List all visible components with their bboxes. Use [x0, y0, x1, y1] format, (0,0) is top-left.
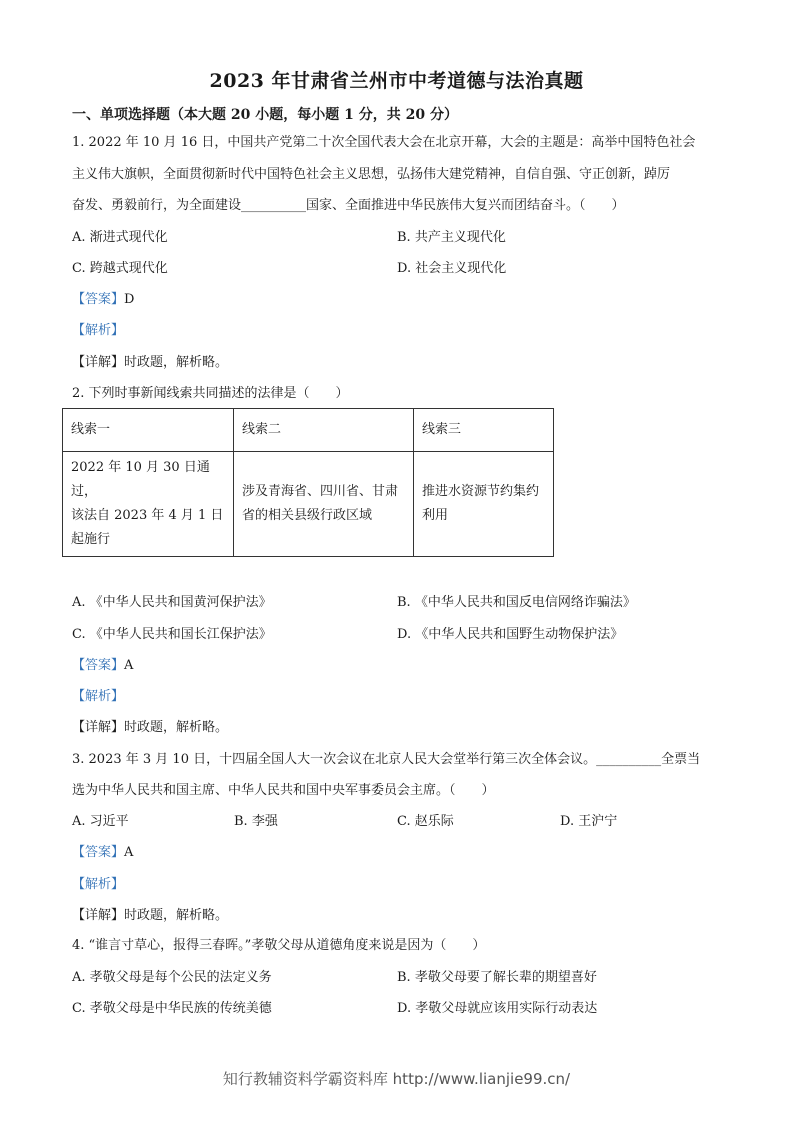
q2-option-a: A. 《中华人民共和国黄河保护法》 [72, 595, 272, 610]
cell-line: 利用 [422, 508, 449, 523]
cell-line: 涉及青海省、四川省、甘肃 [242, 484, 399, 499]
cell-line: 该法自 2023 年 4 月 1 日 [71, 508, 224, 523]
answer-value: A [124, 658, 134, 673]
cell-line: 推进水资源节约集约 [422, 484, 540, 499]
q3-detail [72, 907, 228, 925]
table-header-cell: 线索三 [414, 409, 554, 452]
q4-option-a: A. 孝敬父母是每个公民的法定义务 [72, 970, 272, 985]
q3-option-d: D. 王沪宁 [560, 814, 618, 829]
q3-stem-line1: 3. 2023 年 3 月 10 日，十四届全国人大一次会议在北京人民大会堂举行第三次全体会议。__________全票当 [72, 752, 701, 767]
answer-tag: 【答案】 [72, 658, 125, 673]
q2-option-d: D. 《中华人民共和国野生动物保护法》 [397, 627, 624, 642]
footer-watermark: 知行教辅资料学霸资料库 http://www.lianjie99.cn/ [222, 1070, 571, 1088]
q2-stem: 2. 下列时事新闻线索共同描述的法律是（ ） [72, 386, 349, 401]
q4-stem: 4. “谁言寸草心，报得三春晖。”孝敬父母从道德角度来说是因为（ ） [72, 938, 486, 953]
q3-option-a: A. 习近平 [72, 814, 129, 829]
q3-option-c: C. 赵乐际 [397, 814, 454, 829]
section-heading: 一、单项选择题（本大题 20 小题，每小题 1 分，共 20 分） [72, 107, 458, 123]
cell-line: 省的相关县级行政区域 [242, 508, 373, 523]
q4-option-b: B. 孝敬父母要了解长辈的期望喜好 [397, 970, 597, 985]
detail-text: 时政题，解析略。 [124, 908, 229, 923]
answer-tag: 【答案】 [72, 845, 125, 860]
table-header-cell: 线索二 [234, 409, 414, 452]
q1-analysis-tag: 【解析】 [72, 323, 125, 338]
q1-stem-line2: 主义伟大旗帜，全面贯彻新时代中国特色社会主义思想，弘扬伟大建党精神，自信自强、守正创新，踔厉 [72, 167, 671, 182]
table-row [63, 452, 554, 557]
table-cell [234, 452, 414, 557]
q2-answer [72, 657, 133, 675]
cell-line: 2022 年 10 月 30 日通过， [71, 460, 210, 499]
detail-text: 时政题，解析略。 [124, 720, 229, 735]
q1-detail [72, 354, 228, 372]
detail-tag: 【详解】 [72, 908, 125, 923]
answer-tag: 【答案】 [72, 292, 125, 307]
q1-answer [72, 291, 134, 309]
answer-value: A [124, 845, 134, 860]
detail-text: 时政题，解析略。 [124, 355, 229, 370]
answer-value: D [124, 292, 135, 307]
table-header-row [63, 409, 554, 452]
page-title: 2023 年甘肃省兰州市中考道德与法治真题 [209, 70, 584, 92]
table-cell [63, 452, 234, 557]
clues-table [62, 408, 554, 557]
q1-stem-line1: 1. 2022 年 10 月 16 日，中国共产党第二十次全国代表大会在北京开幕，大会的主题是：高举中国特色社会 [72, 135, 696, 150]
cell-line: 起施行 [71, 532, 111, 547]
q2-analysis-tag: 【解析】 [72, 689, 125, 704]
q4-option-c: C. 孝敬父母是中华民族的传统美德 [72, 1001, 272, 1016]
q1-option-d: D. 社会主义现代化 [397, 261, 507, 276]
detail-tag: 【详解】 [72, 720, 125, 735]
q1-option-c: C. 跨越式现代化 [72, 261, 168, 276]
q1-stem-line3: 奋发、勇毅前行，为全面建设__________国家、全面推进中华民族伟大复兴而团结奋斗。（ ） [72, 198, 625, 213]
table-cell [414, 452, 554, 557]
q1-option-b: B. 共产主义现代化 [397, 230, 506, 245]
detail-tag: 【详解】 [72, 355, 125, 370]
table-header-cell: 线索一 [63, 409, 234, 452]
q2-option-b: B. 《中华人民共和国反电信网络诈骗法》 [397, 595, 636, 610]
q4-option-d: D. 孝敬父母就应该用实际行动表达 [397, 1001, 598, 1016]
q2-option-c: C. 《中华人民共和国长江保护法》 [72, 627, 272, 642]
q3-stem-line2: 选为中华人民共和国主席、中华人民共和国中央军事委员会主席。（ ） [72, 783, 495, 798]
q2-detail [72, 719, 228, 737]
q1-option-a: A. 渐进式现代化 [72, 230, 168, 245]
q3-option-b: B. 李强 [234, 814, 278, 829]
q3-answer [72, 844, 133, 862]
q3-analysis-tag: 【解析】 [72, 877, 125, 892]
